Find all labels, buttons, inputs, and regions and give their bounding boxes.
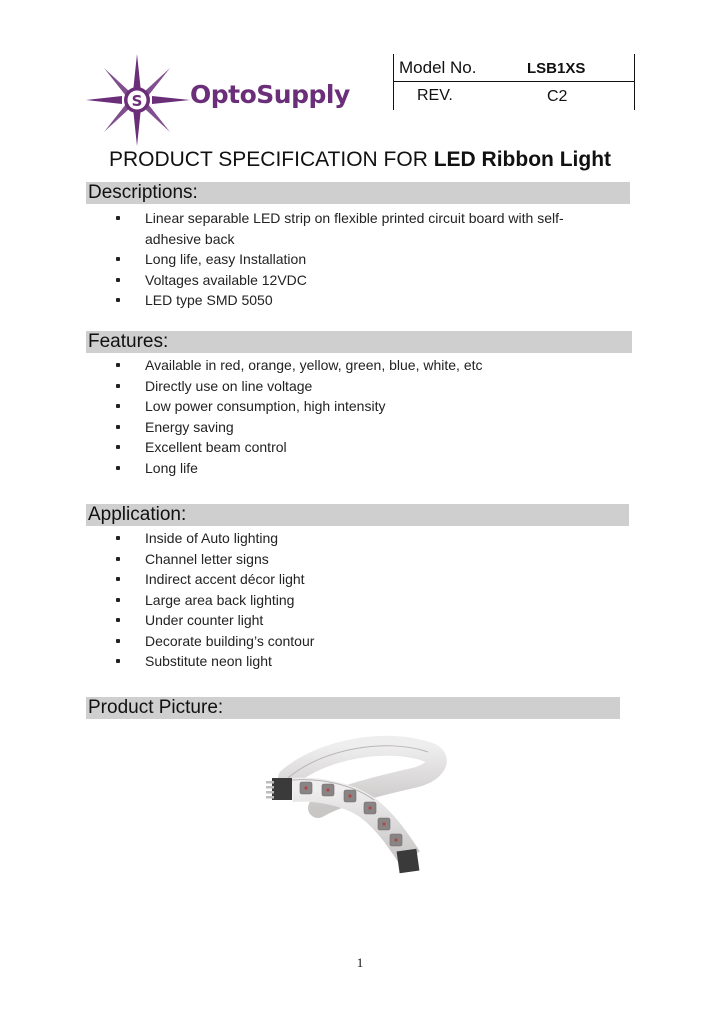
list-item [116,396,483,417]
list-item-text: Available in red, orange, yellow, green, blue, white, etc [145,357,483,373]
bullet-icon [116,363,120,367]
rev-label: REV. [417,87,453,104]
model-label: Model No. [399,58,477,77]
list-item [116,458,483,479]
list-item-text: Long life [145,459,198,476]
star-compass-icon [86,52,196,148]
bullet-icon [116,445,120,449]
list-item-text: Indirect accent décor light [145,571,305,587]
list-item-text: Inside of Auto lighting [145,530,279,546]
list-item [116,590,314,611]
list-item [116,290,564,311]
list-item-text: Energy saving [145,418,234,435]
descriptions-list [116,208,564,311]
list-item [116,270,564,291]
features-list [116,355,483,478]
page-number: 1 [356,955,364,970]
list-item-text: Linear separable LED strip on flexible printed circuit board with self- [145,210,564,226]
company-logo [86,52,356,148]
company-name: OptoSupply [190,80,350,109]
bullet-icon [116,216,120,220]
list-item [116,437,483,458]
list-item-text: adhesive back [145,230,235,247]
list-item [116,528,314,549]
bullet-icon [116,618,120,622]
model-value: LSB1XS [527,60,586,77]
page-title [0,148,720,172]
bullet-icon [116,536,120,540]
bullet-icon [116,425,120,429]
table-border [393,54,394,110]
table-divider [393,81,635,82]
rev-value: C2 [547,88,568,105]
bullet-icon [116,466,120,470]
bullet-icon [116,298,120,302]
list-item-text: Large area back lighting [145,591,295,608]
bullet-icon [116,557,120,561]
bullet-icon [116,577,120,581]
list-item [116,651,314,672]
bullet-icon [116,404,120,408]
title-product: LED Ribbon Light [433,148,612,171]
list-item-text: LED type SMD 5050 [145,292,273,308]
bullet-icon [116,278,120,282]
section-heading-picture: Product Picture: [86,697,620,719]
list-item [116,376,483,397]
title-prefix: PRODUCT SPECIFICATION FOR [108,148,434,171]
list-item-text: Excellent beam control [145,439,287,455]
list-item-text: Low power consumption, high intensity [145,398,386,414]
list-item [116,631,314,652]
model-info-table [393,54,635,110]
list-item [116,208,564,229]
list-item-text: Voltages available 12VDC [145,271,307,288]
led-ribbon-image [228,730,458,890]
bullet-icon [116,384,120,388]
list-item-text: Decorate building’s contour [145,632,315,649]
list-item-text: Substitute neon light [145,653,272,669]
section-heading-application: Application: [86,504,629,526]
list-item [116,569,314,590]
list-item [116,417,483,438]
list-item-text: Channel letter signs [145,550,269,567]
table-border [634,54,635,110]
section-heading-features: Features: [86,331,632,353]
list-item-text: Long life, easy Installation [145,251,307,267]
svg-text:S: S [131,92,143,110]
application-list [116,528,314,672]
list-item [116,229,564,250]
list-item [116,355,483,376]
list-item-text: Directly use on line voltage [145,377,313,394]
list-item [116,549,314,570]
product-photo [228,730,458,890]
list-item [116,249,564,270]
list-item [116,610,314,631]
bullet-icon [116,639,120,643]
list-item-text: Under counter light [145,612,264,628]
section-heading-descriptions: Descriptions: [86,182,630,204]
bullet-icon [116,659,120,663]
bullet-icon [116,257,120,261]
bullet-icon [116,598,120,602]
